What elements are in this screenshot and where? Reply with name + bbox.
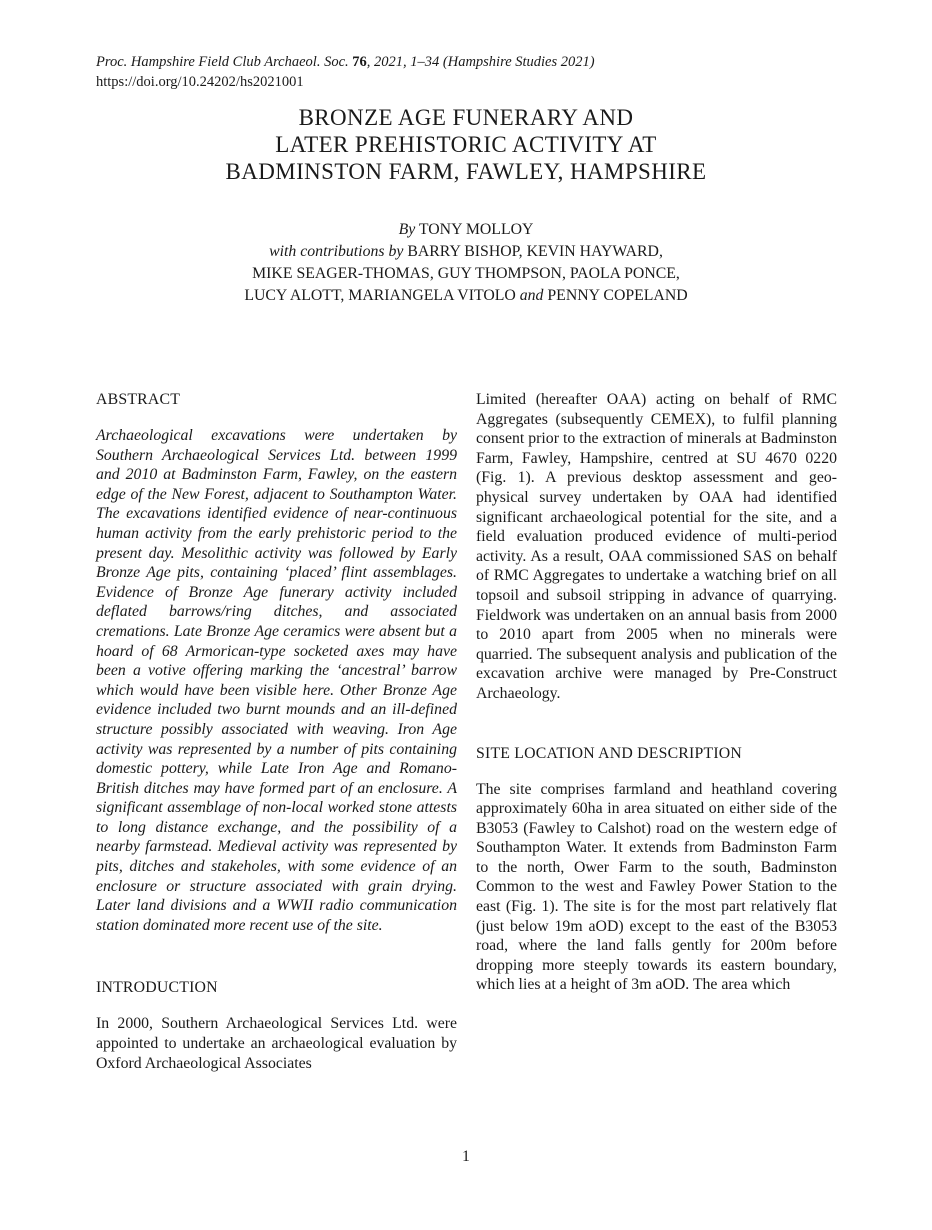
title-line-1: BRONZE AGE FUNERARY AND <box>298 105 634 130</box>
doi-link[interactable]: https://doi.org/10.24202/hs2021001 <box>96 74 304 90</box>
site-location-text: The site comprises farmland and heathland covering approximately 60ha in area situated on either side of the B3053 (Fawley to Calshot) road on the western edge of Southampton Water. It extends from Badminston Farm to the north, Ower Farm to the south, Badminston Common to the west and Fawley Power Station to the east (Fig. 1). The site is for the most part relatively flat (just below 19m aOD) except to the east of the B3053 road, where the land falls gently for 200m before dropping more steeply towards its eastern boundary, which lies at a height of 3m aOD. The area which <box>476 780 837 994</box>
contributors-3: LUCY ALOTT, MARIANGELA VITOLO <box>244 287 520 304</box>
article-title <box>0 104 932 185</box>
author-block <box>0 219 932 307</box>
journal-volume: 76 <box>352 54 367 70</box>
journal-year-pages: , 2021, 1–34 (Hampshire Studies 2021) <box>366 54 595 70</box>
abstract-heading: ABSTRACT <box>96 391 181 408</box>
by-label: By <box>398 221 416 238</box>
author-line-1 <box>0 219 932 241</box>
author-line-3: MIKE SEAGER-THOMAS, GUY THOMPSON, PAOLA PONCE, <box>252 265 680 282</box>
right-column <box>476 390 837 995</box>
contributors-last: PENNY COPELAND <box>543 287 688 304</box>
introduction-text-continued: Limited (hereafter OAA) acting on behalf of RMC Aggregates (subsequently CEMEX), to fulfil planning consent prior to the extraction of minerals at Badminston Farm, Fawley, Hampshire, centred at SU 4670 0220 (Fig. 1). A previous desktop assessment and geo-physical survey undertaken by OAA had identified significant archaeological potential for the site, and a field evaluation produced evidence of multi-period activity. As a result, OAA commissioned SAS on behalf of RMC Aggregates to undertake a watching brief on all topsoil and subsoil stripping in advance of quarrying. Fieldwork was undertaken on an annual basis from 2000 to 2010 apart from 2005 when no minerals were quarried. The subsequent analysis and publication of the excavation archive were managed by Pre-Construct Archaeology. <box>476 391 837 702</box>
left-column <box>96 390 457 1073</box>
title-line-2: LATER PREHISTORIC ACTIVITY AT <box>275 132 657 157</box>
journal-citation <box>96 53 595 72</box>
introduction-heading: INTRODUCTION <box>96 979 218 997</box>
title-line-3: BADMINSTON FARM, FAWLEY, HAMPSHIRE <box>225 159 707 184</box>
contributors-1: BARRY BISHOP, KEVIN HAYWARD, <box>403 243 663 260</box>
abstract-text: Archaeological excavations were undertaken by Southern Archaeological Services Ltd. between 1999 and 2010 at Badminston Farm, Fawley, on the eastern edge of the New Forest, adjacent to Southampton Water. The excavations identified evidence of near-continuous human activity from the early prehistoric period to the present day. Mesolithic activity was followed by Early Bronze Age pits, containing ‘placed’ flint assemblages. Evidence of Bronze Age funerary activity included deflated barrows/ring ditches, and associated cremations. Late Bronze Age ceramics were absent but a hoard of 68 Armorican-type socketed axes may have been a votive offering marking the ‘ancestral’ barrow which would have been visible here. Other Bronze Age evidence included two burnt mounds and an ill-defined structure possibly associated with weaving. Iron Age activity was represented by a number of pits containing domestic pottery, while Late Iron Age and Romano-British ditches may have formed part of an enclosure. A significant assemblage of non-local worked stone attests to long distance exchange, and the possibility of a nearby farmstead. Medieval activity was represented by pits, ditches and stakeholes, with some evidence of an enclosure or structure associated with grain drying. Later land divisions and a WWII radio communication station dominated more recent use of the site. <box>96 427 457 934</box>
site-location-heading: SITE LOCATION AND DESCRIPTION <box>476 744 743 762</box>
contributions-label: with contributions by <box>269 243 404 260</box>
main-author: TONY MOLLOY <box>415 221 534 238</box>
author-line-2 <box>0 241 932 263</box>
introduction-text-start: In 2000, Southern Archaeological Services Ltd. were appointed to undertake an archaeological evaluation by Oxford Archaeological Associates <box>96 1015 457 1072</box>
journal-name: Proc. Hampshire Field Club Archaeol. Soc. <box>96 54 349 70</box>
page-number: 1 <box>462 1148 470 1165</box>
author-line-4 <box>0 285 932 307</box>
and-label: and <box>519 287 544 304</box>
